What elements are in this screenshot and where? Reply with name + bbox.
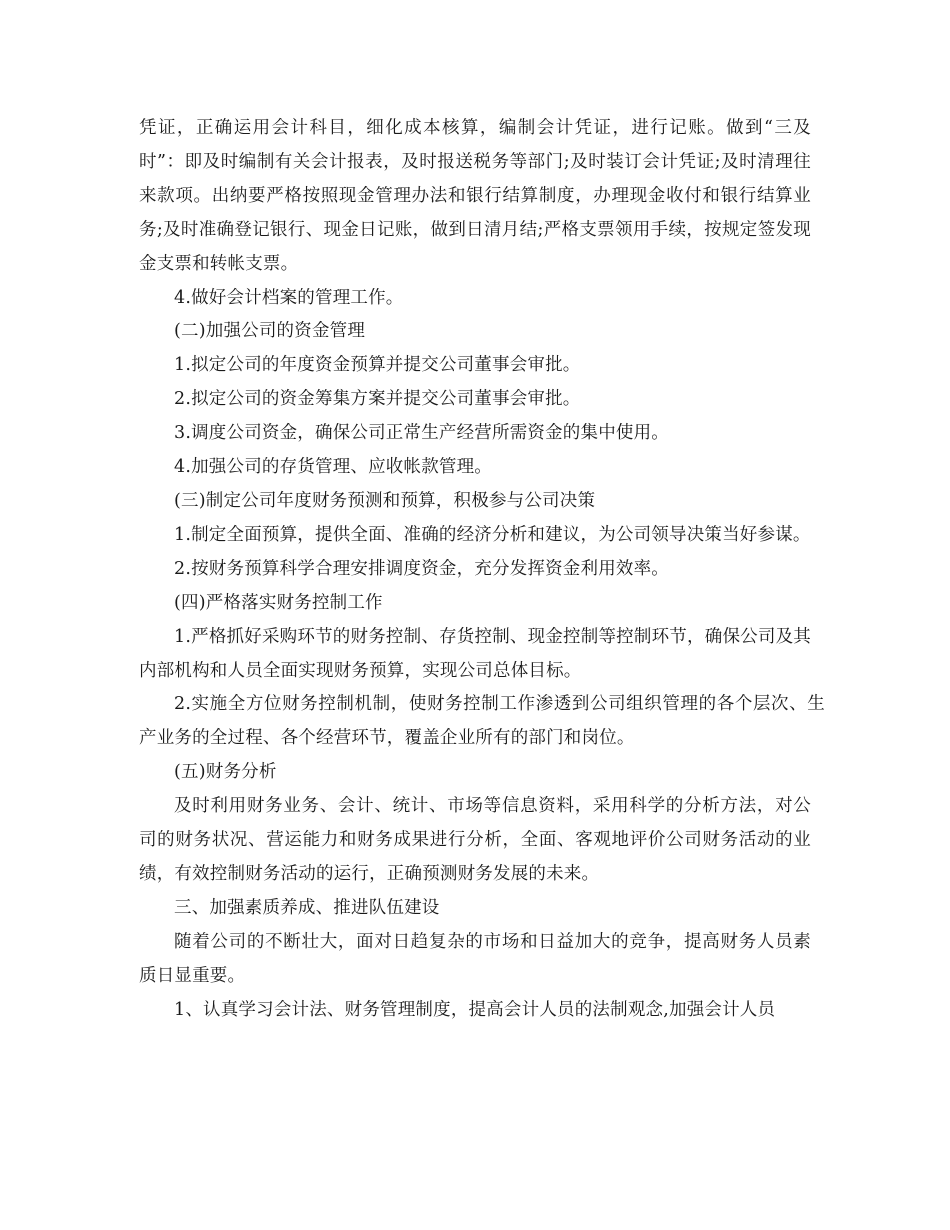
section-heading-financial-control: (四)严格落实财务控制工作 [174,592,383,613]
document-body [139,112,825,1027]
paragraph-procurement-control: 1.严格抓好采购环节的财务控制、存货控制、现金控制等控制环节，确保公司及其内部机构和人员全面实现财务预算，实现公司总体目标。 [139,626,811,681]
paragraph-comprehensive-budget: 1.制定全面预算，提供全面、准确的经济分析和建议，为公司领导决策当好参谋。 [174,524,811,545]
paragraph-analysis-method: 及时利用财务业务、会计、统计、市场等信息资料，采用科学的分析方法，对公司的财务状况、营运能力和财务成果进行分析，全面、客观地评价公司财务活动的业绩，有效控制财务活动的运行，正确预测财务发展的未来。 [139,796,811,884]
paragraph-accounting-vouchers: 凭证，正确运用会计科目，细化成本核算，编制会计凭证，进行记账。做到“三及时”：即及时编制有关会计报表，及时报送税务等部门;及时装订会计凭证;及时清理往来款项。出纳要严格按照现金管理办法和银行结算制度，办理现金收付和银行结算业务;及时准确登记银行、现金日记账，做到日清月结;严格支票领用手续，按规定签发现金支票和转帐支票。 [139,118,811,274]
section-heading-financial-analysis: (五)财务分析 [174,762,277,783]
paragraph-fund-efficiency: 2.按财务预算科学合理安排调度资金，充分发挥资金利用效率。 [174,558,669,579]
paragraph-inventory-receivables: 4.加强公司的存货管理、应收帐款管理。 [174,457,492,478]
paragraph-staff-quality: 随着公司的不断壮大，面对日趋复杂的市场和日益加大的竞争，提高财务人员素质日显重要。 [139,931,811,986]
paragraph-accounting-law: 1、认真学习会计法、财务管理制度，提高会计人员的法制观念,加强会计人员 [174,999,776,1020]
section-heading-forecast-budget: (三)制定公司年度财务预测和预算，积极参与公司决策 [174,490,596,511]
paragraph-fundraising-plan: 2.拟定公司的资金筹集方案并提交公司董事会审批。 [174,389,581,410]
paragraph-annual-budget: 1.拟定公司的年度资金预算并提交公司董事会审批。 [174,355,581,376]
paragraph-archive-management: 4.做好会计档案的管理工作。 [174,287,404,308]
paragraph-fund-dispatch: 3.调度公司资金，确保公司正常生产经营所需资金的集中使用。 [174,423,669,444]
paragraph-control-mechanism: 2.实施全方位财务控制机制，使财务控制工作渗透到公司组织管理的各个层次、生产业务的全过程、各个经营环节，覆盖企业所有的部门和岗位。 [139,694,825,749]
section-heading-team-building: 三、加强素质养成、推进队伍建设 [174,897,440,918]
section-heading-fund-management: (二)加强公司的资金管理 [174,321,366,342]
